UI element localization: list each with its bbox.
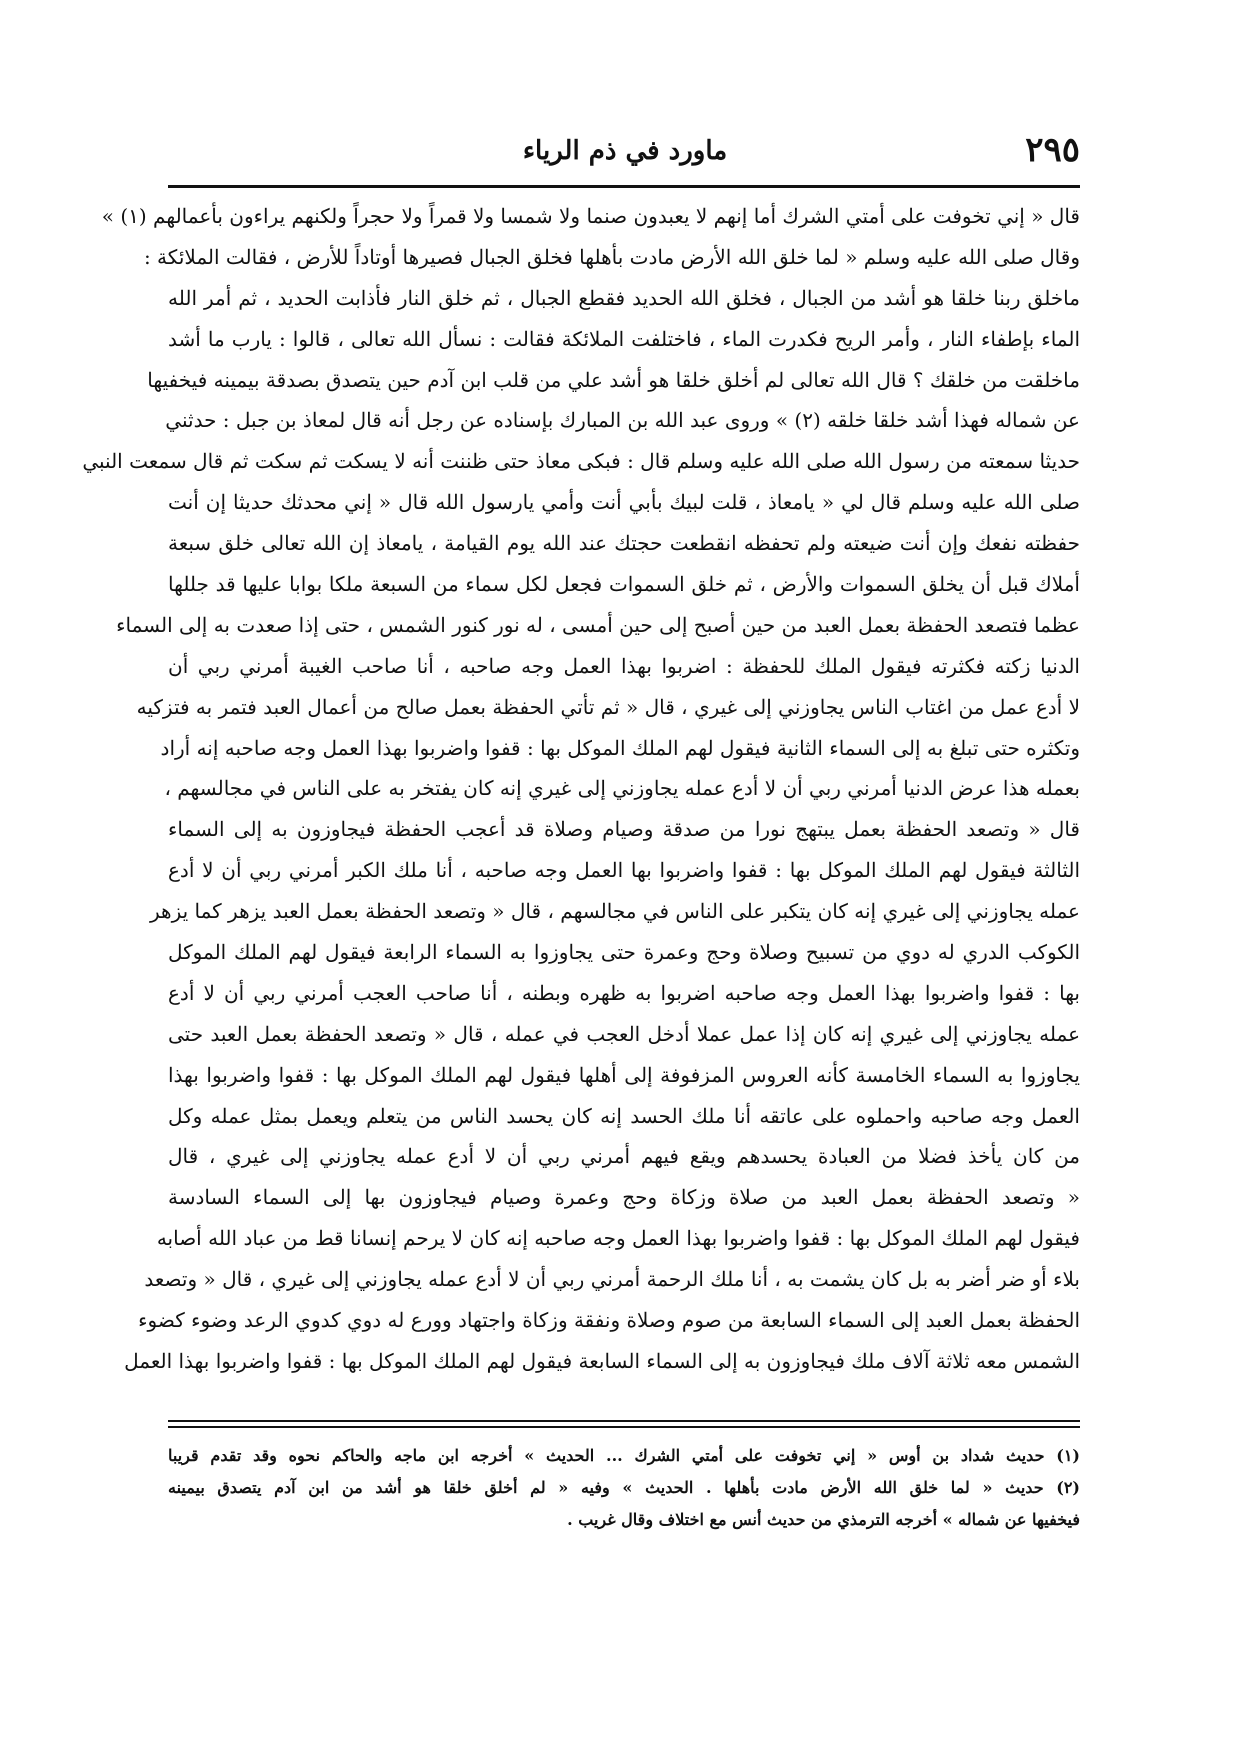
footnote-divider (168, 1420, 1080, 1428)
text-line: يجاوزوا به السماء الخامسة كأنه العروس المزفوفة إلى أهلها فيقول لهم الملك الموكل بها : قفوا واضربوا بهذا (168, 1062, 1080, 1087)
text-line: ماخلق ربنا خلقا هو أشد من الجبال ، فخلق الله الحديد فقطع الجبال ، ثم خلق النار فأذابت الحديد ، ثم أمر الله (168, 285, 1080, 310)
text-line: صلى الله عليه وسلم قال لي « يامعاذ ، قلت لبيك بأبي أنت وأمي يارسول الله قال « إني محدثك حديثا إن أنت (168, 490, 1080, 515)
text-line: الحفظة بعمل العبد إلى السماء السابعة من صوم وصلاة ونفقة وزكاة واجتهاد وورع له دوي كدوي الرعد وضوء كضوء (138, 1308, 1080, 1333)
text-line: لا أدع عمل من اغتاب الناس يجاوزني إلى غيري ، قال « ثم تأتي الحفظة بعمل صالح من أعمال العبد فتمر به فتزكيه (136, 694, 1080, 719)
header-divider (168, 185, 1080, 188)
text-line: الشمس معه ثلاثة آلاف ملك فيجاوزون به إلى السماء السابعة فيقول لهم الملك الموكل بها : قفوا واضربوا بهذا العمل (124, 1348, 1080, 1373)
footnote-2-continuation: فيخفيها عن شماله » أخرجه الترمذي من حديث أنس مع اختلاف وقال غريب . (567, 1510, 1080, 1529)
running-title: ماورد في ذم الرياء (522, 136, 728, 166)
footnotes (168, 1440, 1080, 1536)
text-line: بها : قفوا واضربوا بهذا العمل وجه صاحبه اضربوا به ظهره وبطنه ، أنا صاحب العجب أمرني ربي أن لا أدع (168, 980, 1080, 1005)
text-line: العمل وجه صاحبه واحملوه على عاتقه أنا ملك الحسد إنه كان يحسد الناس من يتعلم ويعمل بمثل عمله وكل (168, 1103, 1080, 1128)
text-line: وتكثره حتى تبلغ به إلى السماء الثانية فيقول لهم الملك الموكل بها : قفوا واضربوا بهذا العمل وجه صاحبه إنه أراد (160, 735, 1080, 760)
text-line: « وتصعد الحفظة بعمل العبد من صلاة وزكاة وحج وعمرة وصيام فيجاوزون بها إلى السماء السادسة (168, 1185, 1080, 1210)
text-line: وقال صلى الله عليه وسلم « لما خلق الله الأرض مادت بأهلها فخلق الجبال فصيرها أوتاداً للأرض ، فقالت الملائكة : (143, 244, 1080, 269)
text-line: قال « إني تخوفت على أمتي الشرك أما إنهم لا يعبدون صنما ولا شمسا ولا قمراً ولا حجراً ولكنهم يراءون بأعمالهم (١) » (101, 204, 1080, 228)
text-line: عن شماله فهذا أشد خلقا خلقه (٢) » وروى عبد الله بن المبارك بإسناده عن رجل أنه قال لمعاذ بن جبل : حدثني (165, 408, 1080, 433)
text-line: حديثا سمعته من رسول الله صلى الله عليه وسلم قال : فبكى معاذ حتى ظننت أنه لا يسكت ثم سكت ثم قال سمعت النبي (82, 449, 1080, 474)
footnote-2: (٢) حديث « لما خلق الله الأرض مادت بأهلها . الحديث » وفيه « لم أخلق خلقا هو أشد من ابن آدم يتصدق بيمينه (168, 1478, 1080, 1497)
page-header (170, 130, 1080, 180)
text-line: الدنيا زكته فكثرته فيقول الملك للحفظة : اضربوا بهذا العمل وجه صاحبه ، أنا صاحب الغيبة أمرني ربي أن (168, 653, 1080, 678)
footnote-1: (١) حديث شداد بن أوس « إني تخوفت على أمتي الشرك ... الحديث » أخرجه ابن ماجه والحاكم نحوه وقد تقدم قريبا (168, 1446, 1080, 1465)
text-line: عمله يجاوزني إلى غيري إنه كان يتكبر على الناس في مجالسهم ، قال « وتصعد الحفظة بعمل العبد يزهر كما يزهر (149, 899, 1080, 924)
text-line: حفظته نفعك وإن أنت ضيعته ولم تحفظه انقطعت حجتك عند الله يوم القيامة ، يامعاذ إن الله تعالى خلق سبعة (168, 531, 1080, 556)
text-line: بعمله هذا عرض الدنيا أمرني ربي أن لا أدع عمله يجاوزني إلى غيري إنه كان يفتخر به على الناس في مجالسهم ، (164, 776, 1080, 801)
text-line: قال « وتصعد الحفظة بعمل يبتهج نورا من صدقة وصيام وصلاة قد أعجب الحفظة فيجاوزون به إلى السماء (168, 817, 1080, 842)
text-line: من كان يأخذ فضلا من العبادة يحسدهم ويقع فيهم أمرني ربي أن لا أدع عمله يجاوزني إلى غيري ، قال (168, 1144, 1081, 1169)
text-line: بلاء أو ضر أضر به بل كان يشمت به ، أنا ملك الرحمة أمرني ربي أن لا أدع عمله يجاوزني إلى غيري ، قال « وتصعد (144, 1267, 1080, 1292)
main-text (82, 196, 1081, 1382)
page-number: ٢٩٥ (1025, 130, 1080, 170)
text-line: فيقول لهم الملك الموكل بها : قفوا واضربوا بهذا العمل وجه صاحبه إنه كان لا يرحم إنسانا قط من عباد الله أصابه (156, 1226, 1080, 1251)
text-line: ماخلقت من خلقك ؟ قال الله تعالى لم أخلق خلقا هو أشد علي من قلب ابن آدم حين يتصدق بصدقة بيمينه فيخفيها (147, 367, 1080, 392)
text-line: عمله يجاوزني إلى غيري إنه كان إذا عمل عملا أدخل العجب في عمله ، قال « وتصعد الحفظة بعمل العبد حتى (168, 1021, 1080, 1046)
text-line: الماء بإطفاء النار ، وأمر الريح فكدرت الماء ، فاختلفت الملائكة فقالت : نسأل الله تعالى ، قالوا : يارب ما أشد (168, 326, 1080, 351)
text-line: الثالثة فيقول لهم الملك الموكل بها : قفوا واضربوا بها العمل وجه صاحبه ، أنا ملك الكبر أمرني ربي أن لا أدع (168, 858, 1081, 883)
text-line: أملاك قبل أن يخلق السموات والأرض ، ثم خلق السموات فجعل لكل سماء من السبعة ملكا بوابا عليها قد جللها (168, 572, 1080, 597)
text-line: عظما فتصعد الحفظة بعمل العبد من حين أصبح إلى حين أمسى ، له نور كنور الشمس ، حتى إذا صعدت به إلى السماء (116, 612, 1080, 637)
text-line: الكوكب الدري له دوي من تسبيح وصلاة وحج وعمرة حتى يجاوزوا به السماء الرابعة فيقول لهم الملك الموكل (168, 940, 1080, 965)
